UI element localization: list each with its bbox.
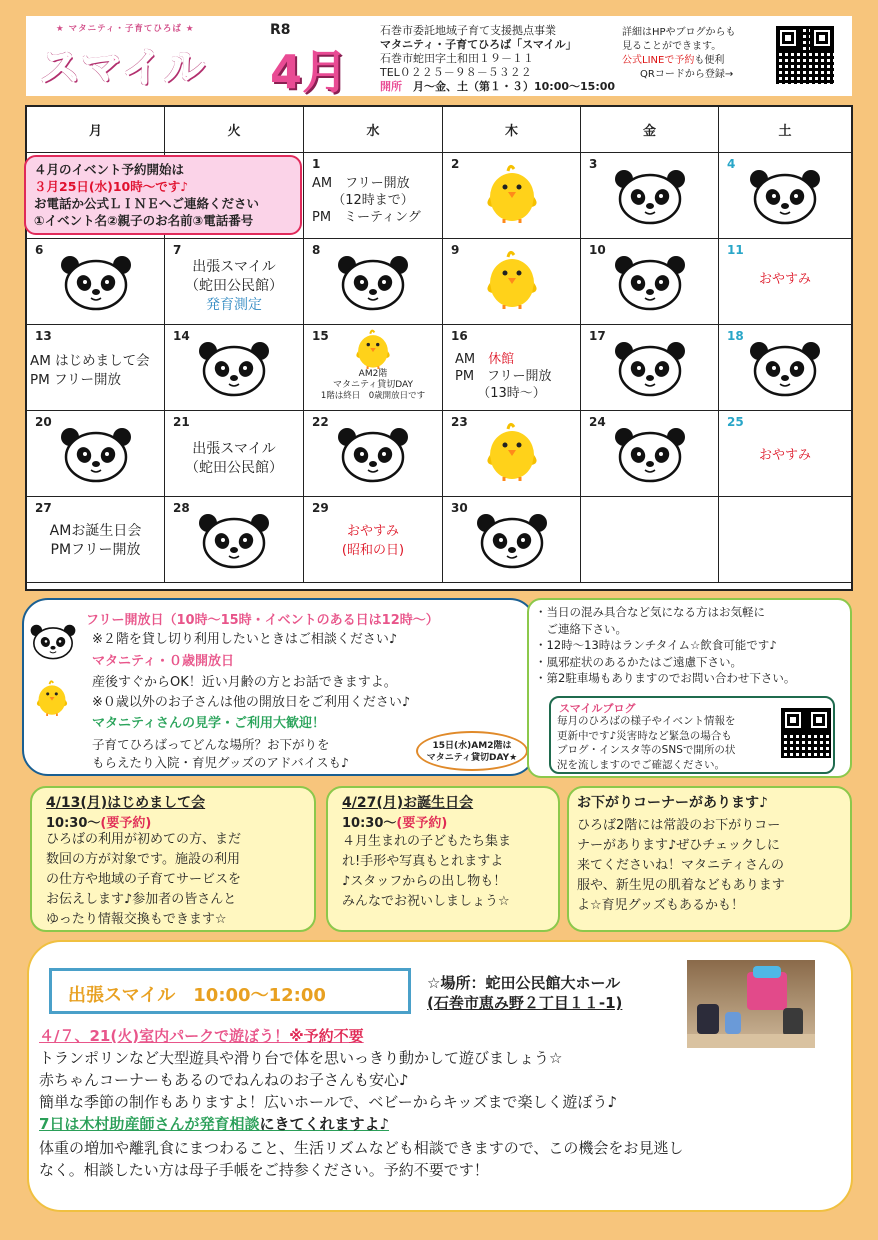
day-number: 4: [727, 157, 736, 171]
blog-box: [549, 696, 835, 774]
panda-icon: [337, 255, 409, 311]
person-shape: [783, 1008, 803, 1036]
day-cell-28: [165, 497, 304, 583]
day7-line1: 出張スマイル: [192, 259, 276, 275]
consultation-headline-suffix: にきてくれますよ♪: [259, 1115, 390, 1133]
day-number: 11: [727, 243, 744, 257]
org-phone: TEL０２２５－９８－５３２２: [380, 66, 532, 79]
day-cell-empty: [581, 497, 719, 583]
person-shape: [697, 1004, 719, 1034]
weekday-mon: 月: [27, 107, 165, 153]
day-number: 24: [589, 415, 606, 429]
bouncy-house-roof: [753, 966, 781, 978]
event-desc: ひろばの利用が初めての方、まだ: [46, 832, 242, 847]
panda-icon: [749, 169, 821, 225]
header: [26, 16, 852, 99]
org-info: [380, 24, 615, 94]
day-cell-22: [304, 411, 443, 497]
blog-line: 毎月のひろばの様子やイベント情報を: [557, 715, 736, 727]
day-number: 14: [173, 329, 190, 343]
reservation-required: (要予約): [100, 816, 152, 831]
day13-line2: PM フリー開放: [30, 372, 122, 388]
outreach-address: (石巻市恵み野２丁目１１-1): [427, 994, 623, 1012]
day-number: 10: [589, 243, 606, 257]
notice-line2: ３月25日(水)10時～です♪: [34, 179, 189, 194]
consultation-headline-text: 7日は木村助産師さんが発育相談: [39, 1115, 260, 1133]
note-item: ・12時～13時はランチタイム☆飲食可能です♪: [535, 638, 777, 652]
day-number: 1: [312, 157, 321, 171]
day1-line1: AM フリー開放: [312, 176, 410, 191]
day-number: 22: [312, 415, 329, 429]
panda-icon: [749, 341, 821, 397]
blog-qr-code[interactable]: [781, 708, 831, 758]
event-desc: ゆったり情報交換もできます☆: [46, 912, 227, 927]
line-qr-code[interactable]: [776, 26, 834, 84]
info1-line1: フリー開放日（10時～15時・イベントのある日は12時～）: [86, 613, 439, 628]
panda-icon: [614, 427, 686, 483]
closed-label: おやすみ: [758, 448, 811, 463]
consultation-headline: [39, 1114, 389, 1135]
day-cell-23: [443, 411, 581, 497]
panda-icon: [60, 427, 132, 483]
web-line3: [622, 54, 736, 68]
event-desc: 来てくださいね！マタニティさんの: [577, 858, 784, 873]
day16-line1: [443, 351, 580, 368]
note-item: ・第2駐車場もありますのでお問い合わせ下さい。: [535, 671, 796, 685]
info1-line3: マタニティ・０歳開放日: [92, 654, 234, 669]
day16-line2: PM フリー開放: [455, 369, 552, 384]
day-cell-empty: [719, 497, 851, 583]
weekday-sat: 土: [719, 107, 851, 153]
event-time: [342, 812, 447, 831]
day-cell-16: [443, 325, 581, 411]
day-cell-4: [719, 153, 851, 239]
hours-label: 開所: [380, 80, 402, 93]
day-number: 30: [451, 501, 468, 515]
day-number: 2: [451, 157, 460, 171]
day1-line2: （12時まで）: [332, 193, 414, 208]
child-shape: [725, 1012, 741, 1034]
day16-am: AM: [455, 352, 489, 367]
chick-icon: [36, 678, 68, 716]
day27-line2: PMフリー開放: [50, 542, 141, 558]
org-hours: [380, 80, 615, 94]
event-desc: ♪スタッフからの出し物も！: [342, 874, 507, 889]
event-time: [46, 812, 151, 831]
outreach-line: トランポリンなど大型遊具や滑り台で体を思いっきり動かして遊びましょう☆: [39, 1049, 563, 1067]
weekday-thu: 木: [443, 107, 581, 153]
web-line3-suffix: も便利: [694, 55, 725, 66]
panda-icon: [476, 513, 548, 569]
blog-text: [557, 714, 736, 772]
bubble-line1: 15日(水)AM2階は: [432, 741, 512, 751]
no-reservation-note: ※予約不要: [289, 1027, 364, 1045]
outreach-line: 体重の増加や離乳食にまつわること、生活リズムなども相談できますので、この機会をお見逃し: [39, 1139, 684, 1157]
day21-line2: （蛇田公民館）: [185, 460, 283, 476]
day-cell-18: [719, 325, 851, 411]
month-title: 4月: [270, 45, 349, 99]
day-number: 3: [589, 157, 598, 171]
bubble-line2: マタニティ貸切DAY★: [426, 753, 518, 763]
day16-line3: （13時～）: [477, 386, 546, 401]
day-number: 8: [312, 243, 321, 257]
notes-list: [535, 604, 795, 687]
day29-line2: (昭和の日): [341, 543, 405, 558]
day-number: 25: [727, 415, 744, 429]
blog-line: ブログ・インスタ等のSNSで開所の状: [557, 744, 736, 756]
panda-icon: [614, 255, 686, 311]
day15-line2: マタニティ貸切DAY: [332, 380, 413, 390]
day-number: 23: [451, 415, 468, 429]
logo: [40, 36, 206, 93]
weekday-wed: 水: [304, 107, 443, 153]
closed-label: おやすみ: [758, 272, 811, 287]
era-label: R8: [270, 22, 291, 38]
day-cell-empty: [27, 153, 260, 239]
day-cell-17: [581, 325, 719, 411]
outreach-headline: [39, 1026, 364, 1047]
outreach-line: 赤ちゃんコーナーもあるのでねんねのお子さんも安心♪: [39, 1071, 409, 1089]
info1-line5: ※０歳以外のお子さんは他の開放日をご利用ください♪: [92, 695, 411, 710]
event-desc: の仕方や地域の子育てサービスを: [46, 872, 242, 887]
day1-line3: PM ミーティング: [312, 210, 421, 225]
day-cell-15: [304, 325, 443, 411]
event-title: お下がりコーナーがあります♪: [577, 795, 768, 811]
notice-line1: ４月のイベント予約開始は: [34, 162, 185, 177]
info1-line7: 子育てひろばってどんな場所？お下がりを: [92, 737, 330, 752]
event-title: 4/27(月)お誕生日会: [342, 795, 474, 811]
day-number: 15: [312, 329, 329, 343]
blog-line: 更新中です♪災害時など緊急の場合も: [557, 729, 732, 742]
maternity-day-bubble: [416, 731, 528, 771]
reservation-required: (要予約): [396, 816, 448, 831]
day-number: 29: [312, 501, 329, 515]
day-cell-1: [304, 153, 443, 239]
note-item: ・当日の混み具合など気になる方はお気軽に: [535, 605, 765, 619]
panda-icon: [198, 341, 270, 397]
event-title: 4/13(月)はじめまして会: [46, 795, 206, 811]
weekday-tue: 火: [165, 107, 304, 153]
open-days-info: [22, 598, 536, 776]
day-number: 13: [35, 329, 52, 343]
blog-line: 況を流しますのでご確認ください。: [557, 758, 725, 771]
day13-line1: AM はじめまして会: [30, 353, 150, 369]
outreach-box: [27, 940, 853, 1212]
outreach-line: 簡単な季節の制作もありますよ！広いホールで、ベビーからキッズまで楽しく遊ぼう♪: [39, 1093, 618, 1111]
day-cell-24: [581, 411, 719, 497]
event-welcome-meeting: [30, 786, 316, 932]
panda-icon: [198, 513, 270, 569]
day-cell-30: [443, 497, 581, 583]
event-desc: ナーがあります♪ぜひチェックしに: [577, 838, 780, 853]
day-cell-10: [581, 239, 719, 325]
panda-icon: [614, 341, 686, 397]
day-number: 28: [173, 501, 190, 515]
event-desc: ひろば2階には常設のお下がりコー: [577, 818, 781, 833]
event-desc: お伝えします♪参加者の皆さんと: [46, 892, 237, 907]
reservation-notice: [24, 155, 302, 235]
day-number: 20: [35, 415, 52, 429]
hand-me-down-corner: [567, 786, 852, 932]
day-number: 9: [451, 243, 460, 257]
day27-line1: AMお誕生日会: [49, 523, 142, 539]
chick-icon: [486, 419, 538, 481]
day-cell-3: [581, 153, 719, 239]
notice-line4: ①イベント名②親子のお名前③電話番号: [34, 213, 254, 228]
panda-icon: [60, 255, 132, 311]
hours-value: 月～金、土（第１・３）10:00～15:00: [413, 80, 616, 93]
day15-line1: AM2階: [358, 369, 388, 379]
event-time-value: 10:30～: [342, 816, 397, 831]
event-time-value: 10:30～: [46, 816, 101, 831]
info1-line2: ※２階を貸し切り利用したいときはご相談ください♪: [92, 632, 398, 647]
web-info: [622, 26, 736, 82]
day7-line3: 発育測定: [206, 297, 262, 313]
blog-title: スマイルブログ: [559, 702, 636, 715]
note-item: ご連絡下さい。: [535, 621, 627, 636]
day-cell-27: [27, 497, 165, 583]
event-desc: れ!手形や写真もとれますよ: [342, 854, 504, 869]
logo-text: スマイル: [40, 45, 207, 91]
panda-icon: [337, 427, 409, 483]
day-number: 16: [451, 329, 468, 343]
logo-tagline: ★ マタニティ・子育てひろば ★: [56, 24, 195, 34]
org-address: 石巻市蛇田字土和田１９－１１: [380, 52, 534, 65]
outreach-line: なく。相談したい方は母子手帳をご持参ください。予約不要です！: [39, 1161, 489, 1179]
day-cell-11: [719, 239, 851, 325]
panda-icon: [30, 624, 76, 660]
info1-line8: もらえたり入院・育児グッズのアドバイスも♪: [92, 755, 349, 770]
floor-shape: [687, 1034, 815, 1048]
outreach-place: ☆場所：蛇田公民館大ホール: [427, 974, 621, 992]
day-cell-6: [27, 239, 165, 325]
web-line4: QRコードから登録→: [640, 69, 734, 80]
day-cell-7: [165, 239, 304, 325]
note-item: ・風邪症状のあるかたはご遠慮下さい。: [535, 654, 742, 669]
day-cell-2: [443, 153, 581, 239]
info1-line4: 産後すぐからOK！近い月齢の方とお話できますよ。: [92, 675, 397, 690]
day-cell-14: [165, 325, 304, 411]
hall-photo: [687, 960, 815, 1048]
web-line1: 詳細はHPやブログからも: [622, 27, 736, 38]
day-cell-9: [443, 239, 581, 325]
day16-closed: 休館: [488, 352, 515, 367]
day-number: 18: [727, 329, 744, 343]
chick-icon: [486, 247, 538, 309]
day-cell-25: [719, 411, 851, 497]
org-line1: 石巻市委託地域子育て支援拠点事業: [380, 24, 556, 37]
day-number: 27: [35, 501, 52, 515]
org-name: マタニティ・子育てひろば「スマイル」: [380, 38, 577, 51]
outreach-headline-text: ４/７、21(火)室内パークで遊ぼう！: [39, 1027, 290, 1045]
info1-line6: マタニティさんの見学・ご利用大歓迎！: [92, 716, 325, 731]
panda-icon: [614, 169, 686, 225]
weekday-fri: 金: [581, 107, 719, 153]
day-cell-20: [27, 411, 165, 497]
line-reserve-text: 公式LINEで予約: [622, 55, 695, 66]
chick-icon: [486, 161, 538, 223]
day-cell-8: [304, 239, 443, 325]
notes-box: [527, 598, 852, 778]
day-number: 21: [173, 415, 190, 429]
event-desc: みんなでお祝いしましょう☆: [342, 894, 510, 909]
event-desc: 服や、新生児の肌着などもあります: [577, 878, 785, 893]
day-number: 7: [173, 243, 182, 257]
event-desc: よ☆育児グッズもあるかも！: [577, 898, 745, 913]
day-number: 17: [589, 329, 606, 343]
event-desc: ４月生まれの子どもたち集ま: [342, 834, 512, 849]
day-cell-13: [27, 325, 165, 411]
outreach-title: 出張スマイル 10:00～12:00: [49, 968, 411, 1014]
notice-line3: お電話か公式ＬＩＮＥへご連絡ください: [34, 196, 260, 211]
chick-icon: [355, 327, 391, 369]
day-cell-29: [304, 497, 443, 583]
event-birthday-party: [326, 786, 560, 932]
day21-line1: 出張スマイル: [192, 441, 276, 457]
day15-line3: 1階は終日 0歳開放日です: [320, 391, 426, 401]
web-line2: 見ることができます。: [622, 41, 722, 52]
event-desc: 数回の方が対象です。施設の利用: [46, 852, 240, 867]
day-number: 6: [35, 243, 44, 257]
day-cell-21: [165, 411, 304, 497]
day29-line1: おやすみ: [346, 524, 399, 539]
day7-line2: （蛇田公民館）: [185, 278, 283, 294]
calendar: [25, 105, 853, 591]
